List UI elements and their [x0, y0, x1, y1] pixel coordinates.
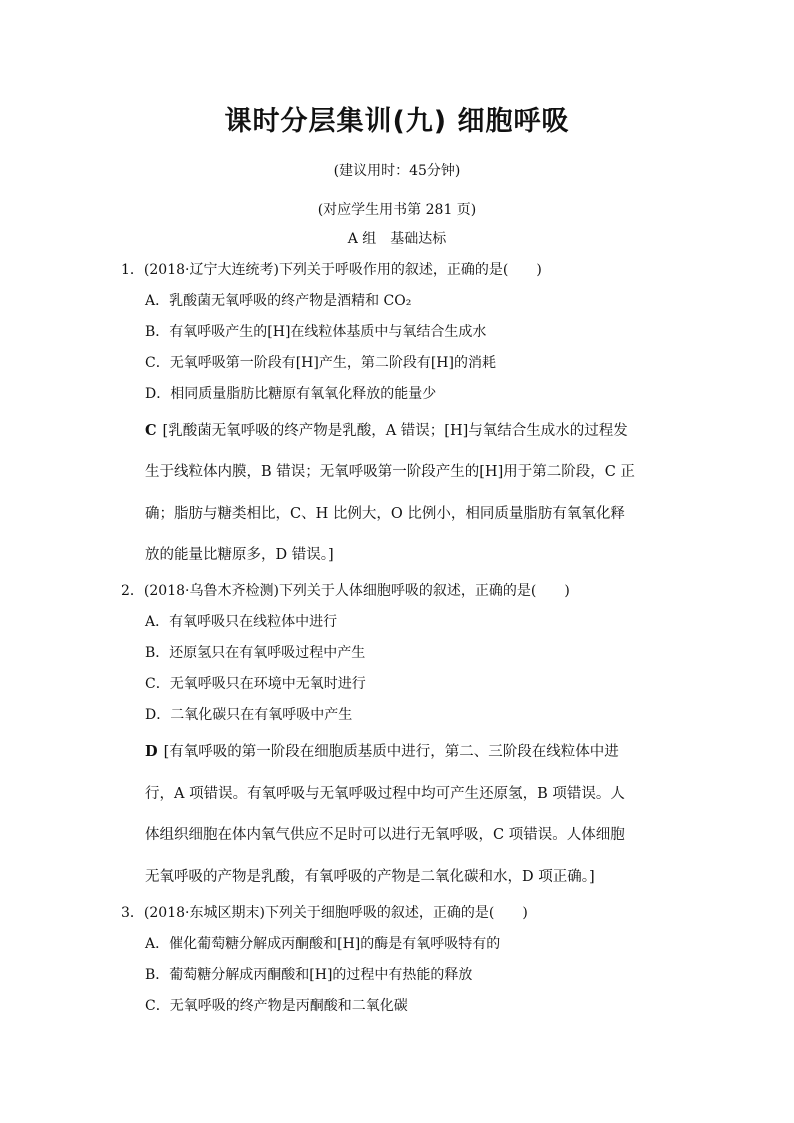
- page-title: 课时分层集训(九) 细胞呼吸: [224, 106, 570, 137]
- group-heading: A 组 基础达标: [347, 231, 447, 247]
- question-number: 3．: [121, 905, 144, 921]
- option-a: A．乳酸菌无氧呼吸的终产物是酒精和 CO₂: [145, 293, 412, 309]
- option-a: A．催化葡萄糖分解成丙酮酸和[H]的酶是有氧呼吸特有的: [145, 936, 501, 952]
- textbook-page-reference: (对应学生用书第 281 页): [317, 202, 477, 218]
- option-d: D．二氧化碳只在有氧呼吸中产生: [145, 707, 353, 723]
- question-number: 2．: [121, 583, 144, 599]
- question-source: (2018·东城区期末): [143, 905, 265, 921]
- option-a: A．有氧呼吸只在线粒体中进行: [145, 614, 338, 630]
- option-c: C．无氧呼吸第一阶段有[H]产生，第二阶段有[H]的消耗: [145, 355, 496, 371]
- question-3-stem: [121, 902, 528, 922]
- option-d: D．相同质量脂肪比糖原有氧氧化释放的能量少: [145, 386, 437, 402]
- question-text: 下列关于人体细胞呼吸的叙述，正确的是( ): [278, 583, 570, 599]
- question-source: (2018·辽宁大连统考): [143, 262, 279, 278]
- option-c: C．无氧呼吸只在环境中无氧时进行: [145, 676, 366, 692]
- option-b: B．葡萄糖分解成丙酮酸和[H]的过程中有热能的释放: [145, 967, 473, 983]
- answer-key: D: [145, 743, 158, 760]
- suggested-time: (建议用时：45分钟): [333, 163, 461, 179]
- question-text: 下列关于呼吸作用的叙述，正确的是( ): [278, 262, 542, 278]
- question-1-stem: [121, 259, 542, 279]
- answer-explanation-line: 确；脂肪与糖类相比，C、H 比例大，O 比例小，相同质量脂肪有氧氧化释: [145, 506, 625, 522]
- answer-explanation-line: 体组织细胞在体内氧气供应不足时可以进行无氧呼吸，C 项错误。人体细胞: [145, 827, 625, 843]
- option-c: C．无氧呼吸的终产物是丙酮酸和二氧化碳: [145, 998, 408, 1014]
- option-b: B．还原氢只在有氧呼吸过程中产生: [145, 645, 366, 661]
- answer-explanation-line: 无氧呼吸的产物是乳酸，有氧呼吸的产物是二氧化碳和水，D 项正确。]: [145, 869, 595, 885]
- answer-explanation-line: 放的能量比糖原多，D 错误。]: [145, 547, 334, 563]
- answer-explanation-line: D [有氧呼吸的第一阶段在细胞质基质中进行，第二、三阶段在线粒体中进: [145, 743, 619, 760]
- answer-key: C: [145, 422, 157, 439]
- answer-explanation-line: 生于线粒体内膜，B 错误；无氧呼吸第一阶段产生的[H]用于第二阶段，C 正: [145, 464, 635, 480]
- question-text: 下列关于细胞呼吸的叙述，正确的是( ): [264, 905, 528, 921]
- answer-explanation-line: C [乳酸菌无氧呼吸的终产物是乳酸，A 错误；[H]与氧结合生成水的过程发: [145, 422, 628, 439]
- answer-explanation-line: 行，A 项错误。有氧呼吸与无氧呼吸过程中均可产生还原氢，B 项错误。人: [145, 786, 625, 802]
- question-2-stem: [121, 580, 570, 600]
- option-b: B．有氧呼吸产生的[H]在线粒体基质中与氧结合生成水: [145, 324, 487, 340]
- question-number: 1．: [121, 262, 144, 278]
- question-source: (2018·乌鲁木齐检测): [143, 583, 279, 599]
